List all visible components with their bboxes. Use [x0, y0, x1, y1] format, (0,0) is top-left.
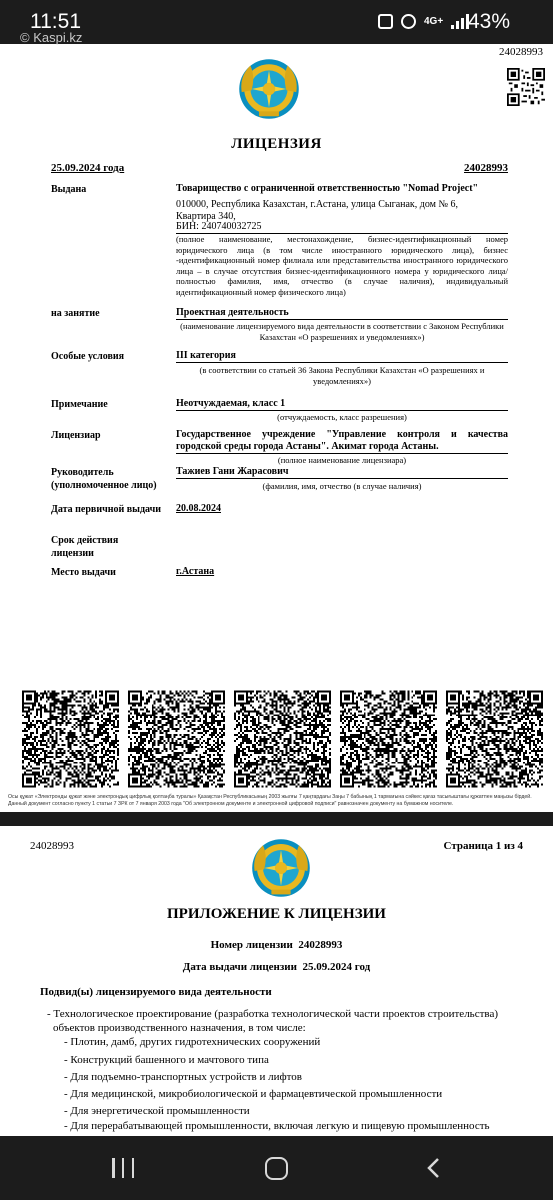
- list-item: - Конструкций башенного и мачтового типа: [64, 1054, 269, 1066]
- licensor-label: Лицензиар: [51, 430, 101, 441]
- alarm-icon: [401, 14, 416, 29]
- network-type: 4G+: [424, 16, 444, 27]
- issue-date-value: 25.09.2024 год: [302, 961, 371, 973]
- appendix-issue-date: [0, 961, 553, 973]
- issued-to-label: Выдана: [51, 184, 87, 195]
- qr-code: [234, 690, 331, 788]
- license-number-value: 24028993: [298, 939, 343, 951]
- list-item: - Для медицинской, микробиологической и фармацевтической промышленности: [64, 1088, 443, 1100]
- appendix-title: ПРИЛОЖЕНИЕ К ЛИЦЕНЗИИ: [167, 906, 386, 922]
- first-issue-label: Дата первичной выдачи: [51, 504, 162, 515]
- conditions-label: Особые условия: [51, 351, 125, 362]
- list-item: - Плотин, дамб, других гидротехнических сооружений: [64, 1036, 321, 1048]
- subtypes-heading: Подвид(ы) лицензируемого вида деятельности: [40, 986, 272, 998]
- appendix-license-number: [0, 939, 553, 951]
- qr-code: [340, 690, 437, 788]
- appendix-number-top: 24028993: [30, 840, 74, 852]
- conditions-hint: (в соответствии со статьей 36 Закона Республики Казахстан «О разрешениях и уведомлениях»): [199, 365, 485, 386]
- issue-date-label: Дата выдачи лицензии: [182, 961, 297, 973]
- issued-to-name: Товарищество с ограниченной ответственностью "Nomad Project": [176, 183, 479, 194]
- appendix-page: [0, 826, 553, 1136]
- navigation-bar: [0, 1136, 553, 1200]
- list-item: - Для перерабатывающей промышленности, включая легкую и пищевую промышленность: [64, 1120, 490, 1132]
- license-number-label: Номер лицензии: [210, 939, 293, 951]
- qr-code: [22, 690, 119, 788]
- notification-icon: [378, 14, 393, 29]
- license-page: [0, 30, 553, 812]
- licensor-value: Государственное учреждение "Управление контроля и качества городской среды города Астаны". Акимат города Астаны.: [176, 429, 508, 452]
- status-icons: [378, 14, 469, 29]
- recent-apps-button[interactable]: [112, 1158, 134, 1178]
- license-number: 24028993: [464, 162, 508, 174]
- home-button[interactable]: [265, 1157, 288, 1180]
- note-value: Неотчуждаемая, класс 1: [176, 398, 508, 411]
- place-label: Место выдачи: [51, 567, 116, 578]
- list-item: - Для энергетической промышленности: [64, 1105, 250, 1117]
- first-issue-value: 20.08.2024: [176, 503, 221, 514]
- note-hint: (отчуждаемость, класс разрешения): [277, 412, 407, 422]
- kazakhstan-emblem-icon: [238, 58, 300, 120]
- main-item-line1: - Технологическое проектирование (разработка технологической части проектов строительства): [47, 1008, 498, 1020]
- qr-code: [446, 690, 543, 788]
- license-date: 25.09.2024 года: [51, 162, 125, 174]
- qr-codes-row: [22, 690, 544, 788]
- head-hint: (фамилия, имя, отчество (в случае наличия): [262, 481, 422, 491]
- activity-hint: (наименование лицензируемого вида деятельности в соответствии с Законом Республики Казахстан «О разрешениях и уведомлениях»): [180, 321, 504, 342]
- conditions-value: III категория: [176, 350, 508, 363]
- list-item: - Для подъемно-транспортных устройств и лифтов: [64, 1071, 302, 1083]
- qr-code: [128, 690, 225, 788]
- validity-label: Срок действия лицензии: [51, 535, 119, 559]
- issued-to-hint: (полное наименование, местонахождение, бизнес-идентификационный номер юридического лица (в том числе иностранного юридического лица), бизнес -идентификационный номер филиала или представительства иностранного юридического лица – в случае отсутствия бизнес-идентификационного номера у юридического лица/полностью фамилия, имя, отчество (в случае наличия), индивидуальный идентификационный номер физического лица): [176, 234, 508, 297]
- signal-icon: [451, 14, 469, 29]
- page-indicator: Страница 1 из 4: [443, 840, 523, 852]
- doc-number-top: 24028993: [499, 46, 543, 58]
- head-value: Тажиев Гани Жарасович: [176, 466, 508, 479]
- qr-code-small: [507, 68, 545, 106]
- back-button[interactable]: [426, 1158, 440, 1178]
- legal-footnote: Осы құжат «Электронды құжат және электрондық цифрлық қолтаңба туралы» Қазақстан Республикасының 2003 жылғы 7 қаңтардағы Заңы 7 бабының 1 тармағына сәйкес қағаз тасығыштағы құжатпен маңызы бірдей. Данный документ согласно пункту 1 статьи 7 ЗРК от 7 января 2003 года "Об электронном документе и электронной цифровой подписи" равнозначен документу на бумажном носителе.: [8, 794, 532, 807]
- main-item-line2: объектов производственного назначения, в том числе:: [53, 1022, 306, 1034]
- status-time: 11:51: [30, 10, 81, 33]
- license-title: ЛИЦЕНЗИЯ: [231, 136, 322, 152]
- kazakhstan-emblem-icon: [251, 838, 311, 898]
- activity-label: на занятие: [51, 308, 100, 319]
- head-label: Руководитель (уполномоченное лицо): [51, 467, 157, 491]
- battery-level: 43%: [468, 10, 511, 33]
- issued-to-bin: БИН: 240740032725: [176, 221, 508, 234]
- place-value: г.Астана: [176, 566, 215, 577]
- watermark: © Kaspi.kz: [20, 30, 83, 45]
- activity-value: Проектная деятельность: [176, 307, 508, 320]
- status-bar: [0, 0, 553, 44]
- note-label: Примечание: [51, 399, 108, 410]
- issued-to-address: 010000, Республика Казахстан, г.Астана, улица Сыганак, дом № 6, Квартира 340,: [176, 199, 459, 222]
- licensor-hint: (полное наименование лицензиара): [277, 455, 407, 465]
